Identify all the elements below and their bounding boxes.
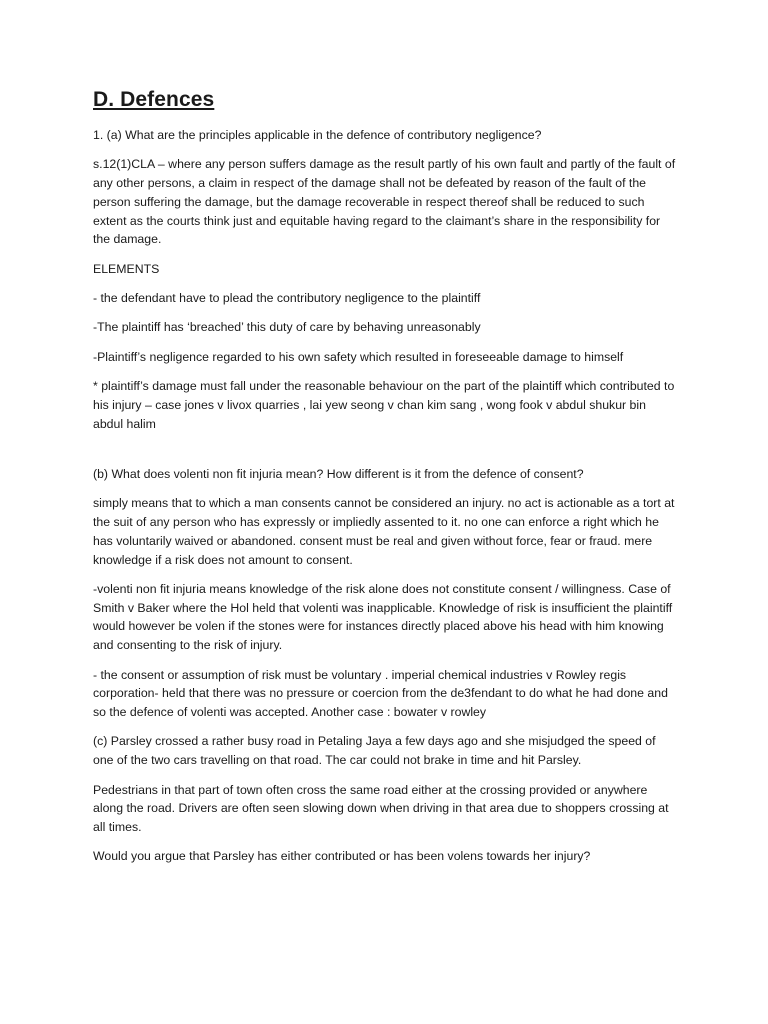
element-item: -The plaintiff has ‘breached’ this duty of care by behaving unreasonably — [93, 320, 481, 335]
answer-paragraph: -volenti non fit injuria means knowledge of the risk alone does not constitute consent / willingness. Case of Smith v Baker where the Hol held that volenti was inapplicable. Knowledge of risk is insufficient the plaintiff would however be volen if the stones were for instances directly placed above his head with him knowing and consenting to the risk of injury. — [93, 581, 673, 653]
statute-paragraph: s.12(1)CLA – where any person suffers damage as the result partly of his own fault and partly of the fault of any other persons, a claim in respect of the damage shall not be defeated by reason of the fault of the person suffering the damage, but the damage recoverable in respect thereof shall be reduced to such extent as the courts think just and equitable having regard to the claimant’s share in the responsibility for the damage. — [93, 157, 676, 247]
element-note: * plaintiff’s damage must fall under the reasonable behaviour on the part of the plaintiff which contributed to his injury – case jones v livox quarries , lai yew seong v chan kim sang , wong fook v abdul shukur bin abdul halim — [93, 378, 675, 431]
section-heading: D. Defences — [93, 88, 215, 111]
question-prompt: Would you argue that Parsley has either contributed or has been volens towards her injury? — [93, 849, 591, 864]
blank-line — [93, 444, 678, 465]
document-page — [93, 88, 678, 877]
scenario-paragraph: Pedestrians in that part of town often cross the same road either at the crossing provided or anywhere along the road. Drivers are often seen slowing down when driving in that area due to shoppers crossing at all times. — [93, 782, 669, 835]
question-1c: (c) Parsley crossed a rather busy road in Petaling Jaya a few days ago and she misjudged the speed of one of the two cars travelling on that road. The car could not brake in time and hit Parsley. — [93, 734, 656, 768]
answer-paragraph: simply means that to which a man consents cannot be considered an injury. no act is actionable as a tort at the suit of any person who has expressly or impliedly assented to it. no one can enforce a right which he has voluntarily waived or abandoned. consent must be real and given without force, fear or fraud. mere knowledge if a risk does not amount to consent. — [93, 496, 675, 567]
question-1a: 1. (a) What are the principles applicable in the defence of contributory negligence? — [93, 128, 542, 142]
element-item: - the defendant have to plead the contributory negligence to the plaintiff — [93, 291, 481, 306]
element-item: -Plaintiff’s negligence regarded to his own safety which resulted in foreseeable damage to himself — [93, 349, 624, 364]
elements-label: ELEMENTS — [93, 261, 160, 276]
answer-paragraph: - the consent or assumption of risk must be voluntary . imperial chemical industries v Rowley regis corporation- held that there was no pressure or coercion from the de3fendant to do what he had done and so the defence of volenti was accepted. Another case : bowater v rowley — [93, 667, 668, 720]
question-1b: (b) What does volenti non fit injuria mean? How different is it from the defence of consent? — [93, 466, 584, 481]
